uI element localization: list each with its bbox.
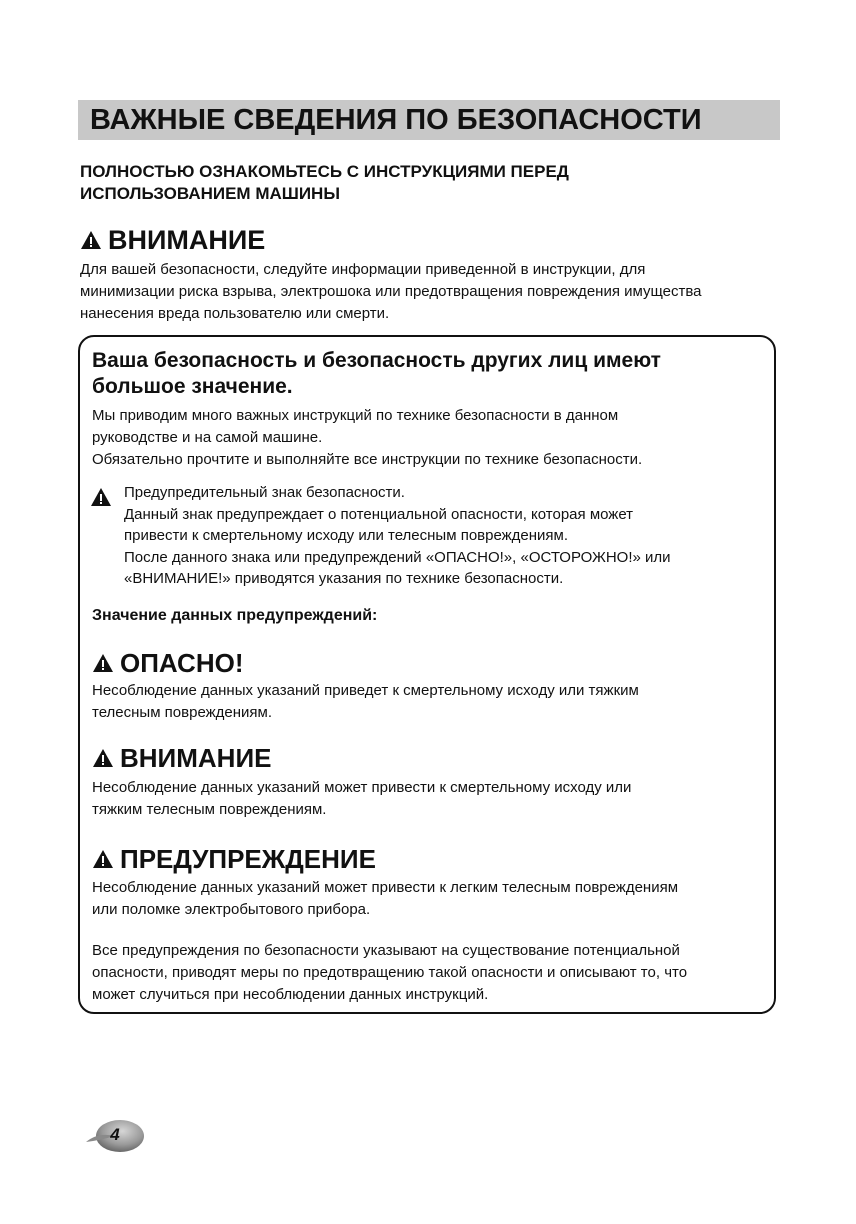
warning-triangle-icon [92,748,114,768]
text-line: телесным повреждениям. [92,704,273,721]
text-line: Все предупреждения по безопасности указывают на существование потенциальной [92,942,680,959]
text-line: может случиться при несоблюдении данных инструкций. [92,986,489,1003]
text-line: нанесения вреда пользователю или смерти. [80,305,390,322]
page-title: ВАЖНЫЕ СВЕДЕНИЯ ПО БЕЗОПАСНОСТИ [90,104,702,136]
box-heading [92,348,752,400]
box-heading-line: большое значение. [92,375,293,398]
closing-text [92,940,760,1006]
text-line: руководстве и на самой машине. [92,429,323,446]
level-caution-label: ПРЕДУПРЕЖДЕНИЕ [120,844,376,874]
safety-symbol-text [124,482,754,590]
safety-box [78,335,776,1014]
text-line: Мы приводим много важных инструкций по технике безопасности в данном [92,407,619,424]
text-line: опасности, приводят меры по предотвращению такой опасности и описывают то, что [92,964,688,981]
warning-triangle-icon [90,487,112,507]
warning-triangle-icon [92,653,114,673]
level-warning-label: ВНИМАНИЕ [120,743,272,773]
attention-heading-label: ВНИМАНИЕ [108,225,266,255]
box-intro [92,405,760,471]
text-line: Несоблюдение данных указаний может привести к легким телесным повреждениям [92,879,679,896]
level-caution-text [92,877,760,921]
page-number: 4 [110,1125,120,1144]
text-line: Предупредительный знак безопасности. [124,484,405,501]
text-line: минимизации риска взрыва, электрошока или предотвращения повреждения имущества [80,283,702,300]
title-bar [78,100,780,140]
attention-heading [80,224,265,256]
text-line: тяжким телесным повреждениям. [92,801,327,818]
box-heading-line: Ваша безопасность и безопасность других лиц имеют [92,349,661,372]
text-line: Несоблюдение данных указаний может привести к смертельному исходу или [92,779,632,796]
text-line: Несоблюдение данных указаний приведет к смертельному исходу или тяжким [92,682,639,699]
level-danger-text [92,680,760,724]
subtitle-line: ИСПОЛЬЗОВАНИЕМ МАШИНЫ [80,184,340,203]
level-warning-heading [92,743,271,773]
attention-text [80,259,780,325]
meaning-label: Значение данных предупреждений: [92,607,378,624]
text-line: Для вашей безопасности, следуйте информации приведенной в инструкции, для [80,261,646,278]
text-line: Обязательно прочтите и выполняйте все инструкции по технике безопасности. [92,451,643,468]
level-danger-heading [92,648,243,678]
text-line: После данного знака или предупреждений «ОПАСНО!», «ОСТОРОЖНО!» или [124,548,671,566]
text-line: или поломке электробытового прибора. [92,901,371,918]
level-caution-heading [92,844,376,874]
level-danger-label: ОПАСНО! [120,648,244,678]
warning-triangle-icon [80,230,102,250]
level-warning-text [92,777,760,821]
subtitle-line: ПОЛНОСТЬЮ ОЗНАКОМЬТЕСЬ С ИНСТРУКЦИЯМИ ПЕРЕД [80,162,569,181]
subtitle [80,161,780,205]
text-line: Данный знак предупреждает о потенциальной опасности, которая может [124,505,634,523]
text-line: «ВНИМАНИЕ!» приводятся указания по технике безопасности. [124,570,564,587]
text-line: привести к смертельному исходу или телесным повреждениям. [124,527,569,544]
warning-triangle-icon [92,849,114,869]
